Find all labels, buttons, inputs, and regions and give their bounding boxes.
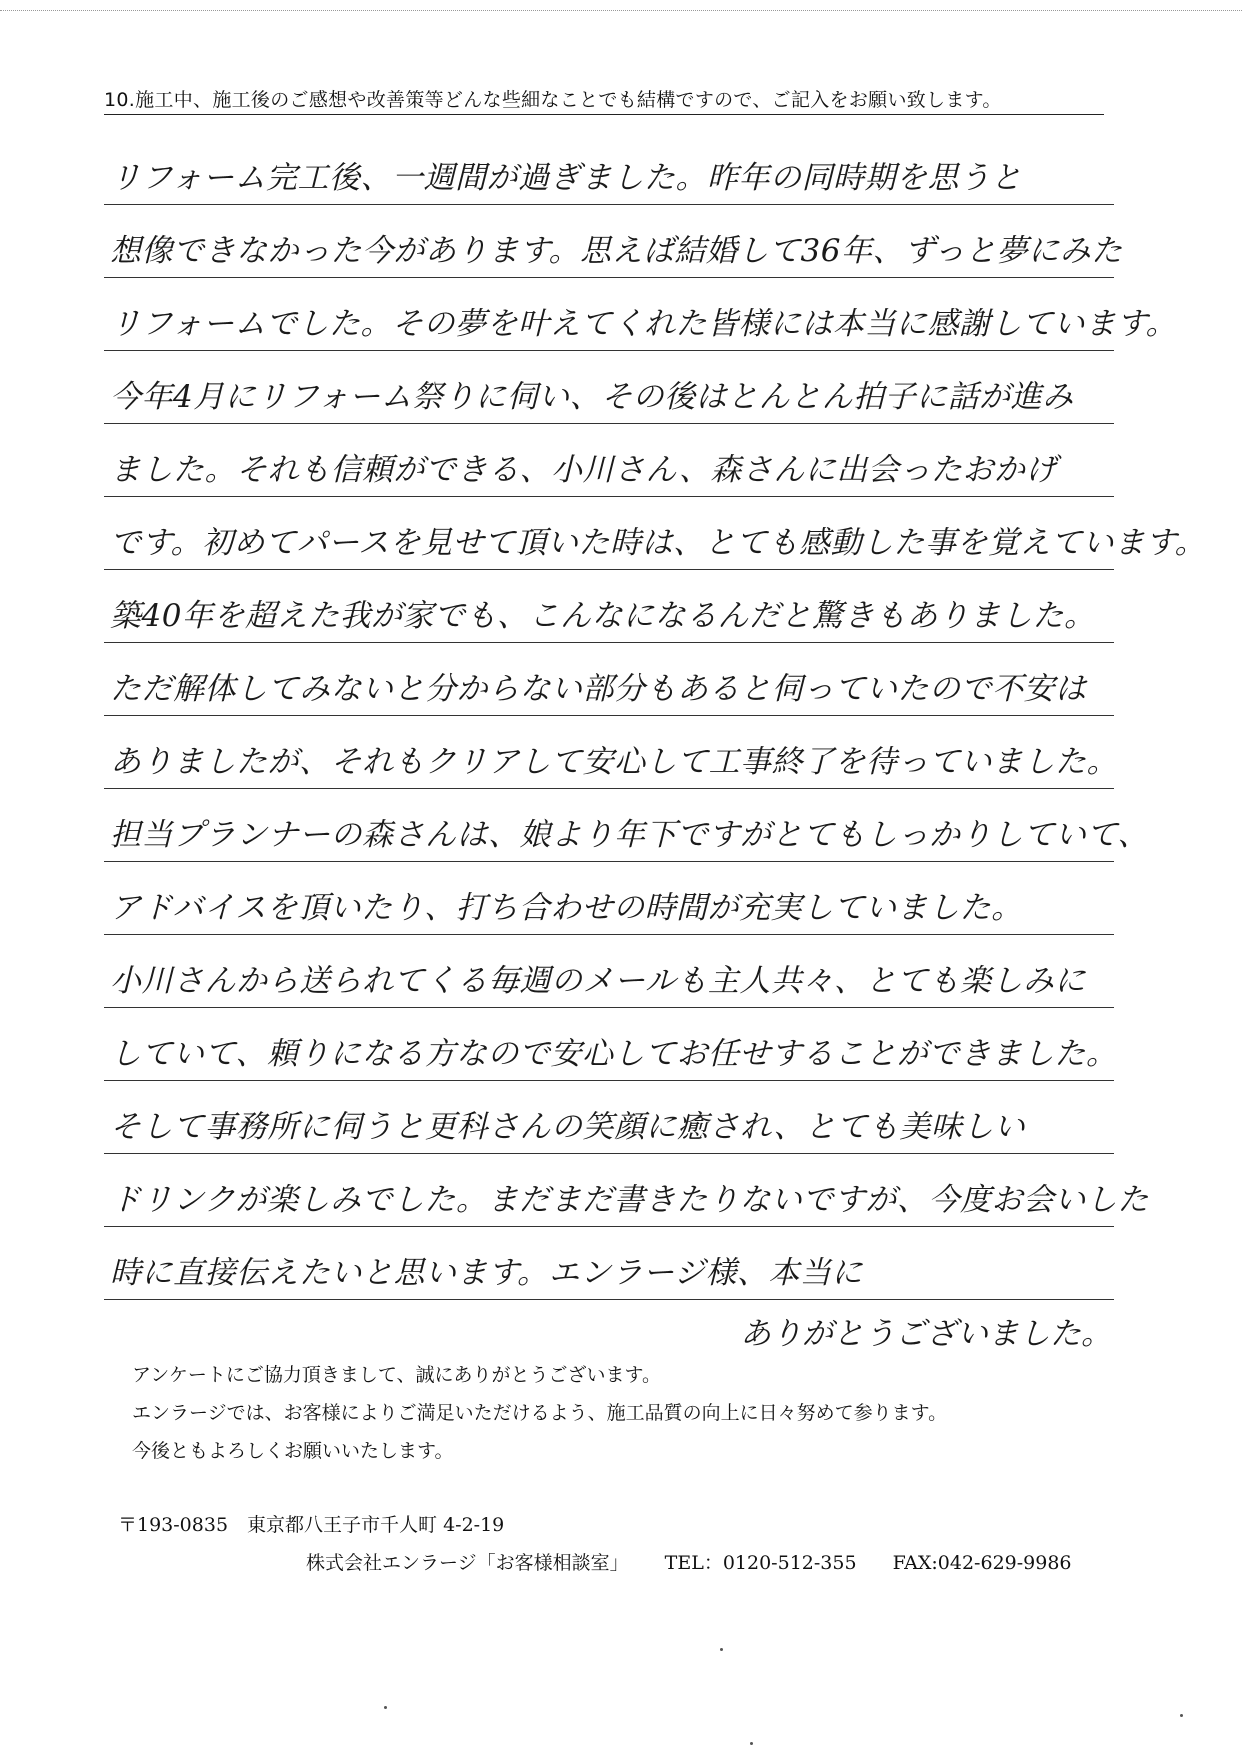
closing-line: アンケートにご協力頂きまして、誠にありがとうございます。 <box>132 1364 661 1386</box>
closing-line: 今後ともよろしくお願いいたします。 <box>132 1440 454 1462</box>
answer-text: 今年4月にリフォーム祭りに伺い、その後はとんとん拍子に話が進み <box>110 379 1074 415</box>
page-top-edge <box>0 0 1242 11</box>
answer-text: 担当プランナーの森さんは、娘より年下ですがとてもしっかりしていて、 <box>110 817 1149 853</box>
answer-text: していて、頼りになる方なので安心してお任せすることができました。 <box>110 1036 1118 1072</box>
answer-text: リフォーム完工後、一週間が過ぎました。昨年の同時期を思うと <box>110 160 1022 196</box>
answer-line <box>104 714 1118 789</box>
question-heading: 10.施工中、施工後のご感想や改善策等どんな些細なことでも結構ですので、ご記入をお願い致します。 <box>104 88 1104 115</box>
answer-line <box>104 1225 1114 1300</box>
closing-line: エンラージでは、お客様によりご満足いただけるよう、施工品質の向上に日々努めて参ります。 <box>132 1402 948 1424</box>
answer-line <box>104 203 1123 278</box>
answer-line <box>104 422 1114 497</box>
answer-line <box>104 641 1114 716</box>
company-tel: TEL：0120-512-355 <box>664 1552 857 1574</box>
answer-text: 築40年を超えた我が家でも、こんなになるんだと驚きもありました。 <box>110 598 1096 634</box>
company-contact <box>306 1548 1102 1575</box>
answer-closing-thanks: ありがとうございました。 <box>740 1316 1112 1352</box>
company-name: 株式会社エンラージ「お客様相談室」 <box>306 1552 629 1574</box>
answer-text: 時に直接伝えたいと思います。エンラージ様、本当に <box>110 1255 863 1291</box>
closing-message <box>132 1356 947 1470</box>
answer-line <box>104 860 1114 935</box>
answer-line <box>104 1006 1118 1081</box>
answer-line <box>104 495 1206 570</box>
answer-text: アドバイスを頂いたり、打ち合わせの時間が充実していました。 <box>110 890 1023 926</box>
answer-text: です。初めてパースを見せて頂いた時は、とても感動した事を覚えています。 <box>110 525 1206 561</box>
answer-line <box>104 349 1114 424</box>
postal-address: 〒193-0835 東京都八王子市千人町 4-2-19 <box>118 1514 505 1536</box>
answer-text: ただ解体してみないと分からない部分もあると伺っていたので不安は <box>110 671 1087 707</box>
answer-line <box>104 276 1177 351</box>
answer-line <box>104 1079 1114 1154</box>
answer-line <box>104 787 1149 862</box>
answer-text: そして事務所に伺うと更科さんの笑顔に癒され、とても美味しい <box>110 1109 1026 1145</box>
scan-speck <box>750 1742 753 1745</box>
answer-text: リフォームでした。その夢を叶えてくれた皆様には本当に感謝しています。 <box>110 306 1177 342</box>
scan-speck <box>1180 1714 1183 1717</box>
answer-text: ました。それも信頼ができる、小川さん、森さんに出会ったおかげ <box>110 452 1057 488</box>
company-fax: FAX:042-629-9986 <box>892 1552 1072 1574</box>
scan-speck <box>384 1706 387 1709</box>
answer-line <box>104 1152 1149 1227</box>
answer-text: ドリンクが楽しみでした。まだまだ書きたりないですが、今度お会いした <box>110 1182 1149 1218</box>
scan-speck <box>720 1648 723 1651</box>
answer-line <box>104 568 1114 643</box>
answer-line <box>104 933 1114 1008</box>
answer-text: 小川さんから送られてくる毎週のメールも主人共々、とても楽しみに <box>110 963 1086 999</box>
answer-line <box>104 130 1114 205</box>
answer-text: 想像できなかった今があります。思えば結婚して36年、ずっと夢にみた <box>110 233 1123 269</box>
answer-text: ありましたが、それもクリアして安心して工事終了を待っていました。 <box>110 744 1118 780</box>
